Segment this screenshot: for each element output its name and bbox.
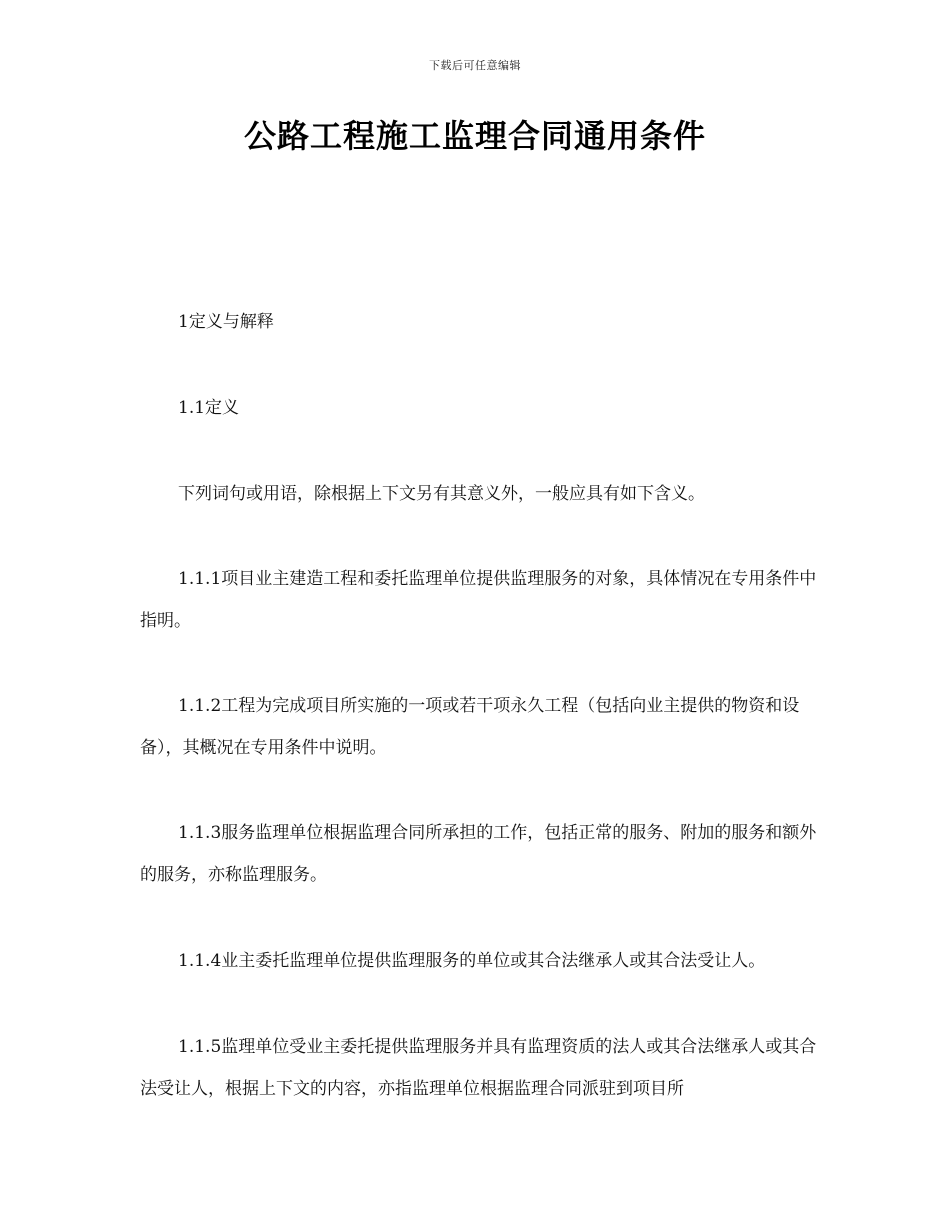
clause-paragraph: 1.1.4业主委托监理单位提供监理服务的单位或其合法继承人或其合法受让人。 [178, 951, 766, 971]
clause-paragraph: 1.1.5监理单位受业主委托提供监理服务并具有监理资质的法人或其合法继承人或其合法受让人，根据上下文的内容，亦指监理单位根据监理合同派驻到项目所 [140, 1037, 817, 1099]
clause-paragraph: 1.1.2工程为完成项目所实施的一项或若干项永久工程（包括向业主提供的物资和设备），其概况在专用条件中说明。 [140, 696, 800, 758]
clause-paragraph: 1.1.3服务监理单位根据监理合同所承担的工作，包括正常的服务、附加的服务和额外的服务，亦称监理服务。 [140, 823, 817, 885]
clause-paragraph: 1.1.1项目业主建造工程和委托监理单位提供监理服务的对象，具体情况在专用条件中指明。 [140, 569, 817, 631]
document-title: 公路工程施工监理合同通用条件 [243, 117, 706, 155]
section-heading: 1定义与解释 [178, 312, 274, 332]
header-note: 下载后可任意编辑 [429, 59, 521, 72]
intro-paragraph: 下列词句或用语，除根据上下文另有其意义外，一般应具有如下含义。 [178, 484, 705, 504]
subsection-heading: 1.1定义 [178, 398, 240, 418]
